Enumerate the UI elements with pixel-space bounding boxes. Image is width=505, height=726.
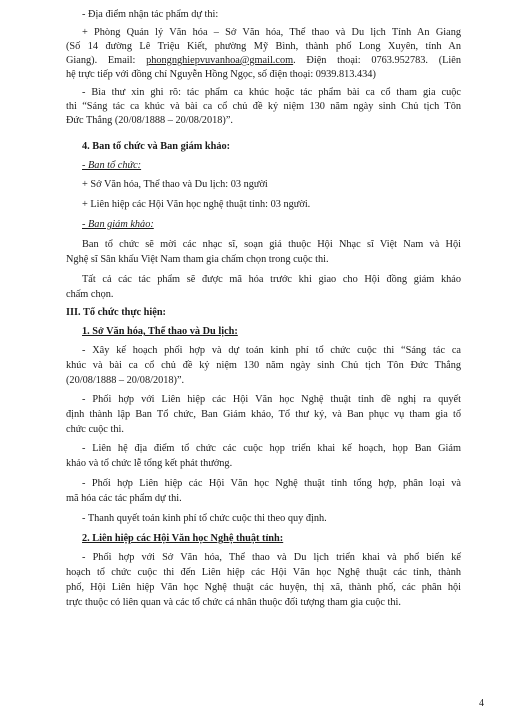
section-heading: 2. Liên hiệp các Hội Văn học Nghệ thuật tỉnh: [82, 533, 284, 544]
subsection-heading: - Ban tổ chức: [82, 160, 142, 171]
page-number: 4 [479, 698, 484, 709]
text-line: - Bìa thư xin ghi rõ: tác phẩm ca khúc hoặc tác phẩm bài ca cổ tham gia cuộc [82, 87, 461, 98]
text-line: chấm chọn. [66, 289, 114, 300]
text-line: + Liên hiệp các Hội Văn học nghệ thuật tỉnh: 03 người. [82, 199, 311, 210]
text-line [66, 54, 461, 67]
text-line: - Phối hợp Liên hiệp các Hội Văn học Nghệ thuật tỉnh tổng hợp, phân loại và [82, 478, 461, 489]
section-heading: 1. Sở Văn hóa, Thể thao và Du lịch: [82, 326, 238, 337]
text-line: hệ trực tiếp với đồng chí Nguyễn Hồng Ngọc, số điện thoại: 0939.813.434) [66, 69, 376, 80]
text-line: + Sở Văn hóa, Thể thao và Du lịch: 03 người [82, 179, 268, 190]
text-line: khảo và tổ chức lễ tổng kết phát thưởng. [66, 458, 233, 469]
text-line: Nghệ sĩ Sân khấu Việt Nam tham gia chấm chọn trong cuộc thi. [66, 254, 329, 265]
text-line: (20/08/1888 – 20/08/2018)”. [66, 375, 185, 386]
text-line: định thành lập Ban Tổ chức, Ban Giám khảo, Tổ thư ký, và Ban phục vụ tham gia tổ [66, 409, 461, 420]
text-line: hoạch tổ chức cuộc thi đến Liên hiệp các Hội Văn học Nghệ thuật các tỉnh, thành [66, 567, 461, 578]
text-line: - Xây kế hoạch phối hợp và dự toán kinh phí tổ chức cuộc thi “Sáng tác ca [82, 345, 461, 356]
text-line: thi “Sáng tác ca khúc và bài ca cổ chủ đề kỷ niệm 130 năm ngày sinh Chủ tịch Tôn [66, 101, 461, 112]
section-heading: 4. Ban tổ chức và Ban giám khảo: [82, 141, 231, 152]
text-line: chức cuộc thi. [66, 424, 124, 435]
text-segment: Giang). Email: [66, 55, 147, 66]
text-line: trực thuộc có liên quan và các tổ chức cá nhân thuộc đối tượng tham gia cuộc thi. [66, 597, 401, 608]
text-line: Tất cả các tác phẩm sẽ được mã hóa trước khi giao cho Hội đồng giám khảo [82, 274, 461, 285]
text-line: Đức Thắng (20/08/1888 – 20/08/2018)”. [66, 115, 233, 126]
text-line: - Phối hợp với Liên hiệp các Hội Văn học Nghệ thuật tỉnh đề nghị ra quyết [82, 394, 461, 405]
text-segment: . Điện thoại: 0763.952783. (Liên [293, 55, 461, 66]
subsection-heading: - Ban giám khảo: [82, 219, 154, 230]
text-line: - Phối hợp với Sở Văn hóa, Thể thao và Du lịch triển khai và phổ biến kế [82, 552, 461, 563]
text-line: mã hóa các tác phẩm dự thi. [66, 493, 182, 504]
text-line: - Liên hệ địa điểm tổ chức các cuộc họp triển khai kế hoạch, họp Ban Giám [82, 443, 461, 454]
text-line: khúc và bài ca cổ chủ đề kỷ niệm 130 năm ngày sinh Chủ tịch Tôn Đức Thắng [66, 360, 461, 371]
section-heading: III. Tổ chức thực hiện: [66, 307, 166, 318]
text-line: phố, Hội Liên hiệp Văn học Nghệ thuật các huyện, thị xã, thành phố, các phân hội [66, 582, 461, 593]
text-line: - Địa điểm nhận tác phẩm dự thi: [82, 9, 219, 20]
text-line: (Số 14 đường Lê Triệu Kiết, phường Mỹ Bình, thành phố Long Xuyên, tỉnh An [66, 41, 461, 52]
email-link[interactable]: phongnghiepvuvanhoa@gmail.com [146, 55, 294, 66]
text-line: - Thanh quyết toán kinh phí tổ chức cuộc thi theo quy định. [82, 513, 327, 524]
text-line: Ban tổ chức sẽ mời các nhạc sĩ, soạn giả thuộc Hội Nhạc sĩ Việt Nam và Hội [82, 239, 461, 250]
text-line: + Phòng Quản lý Văn hóa – Sở Văn hóa, Thể thao và Du lịch Tỉnh An Giang [82, 27, 461, 38]
